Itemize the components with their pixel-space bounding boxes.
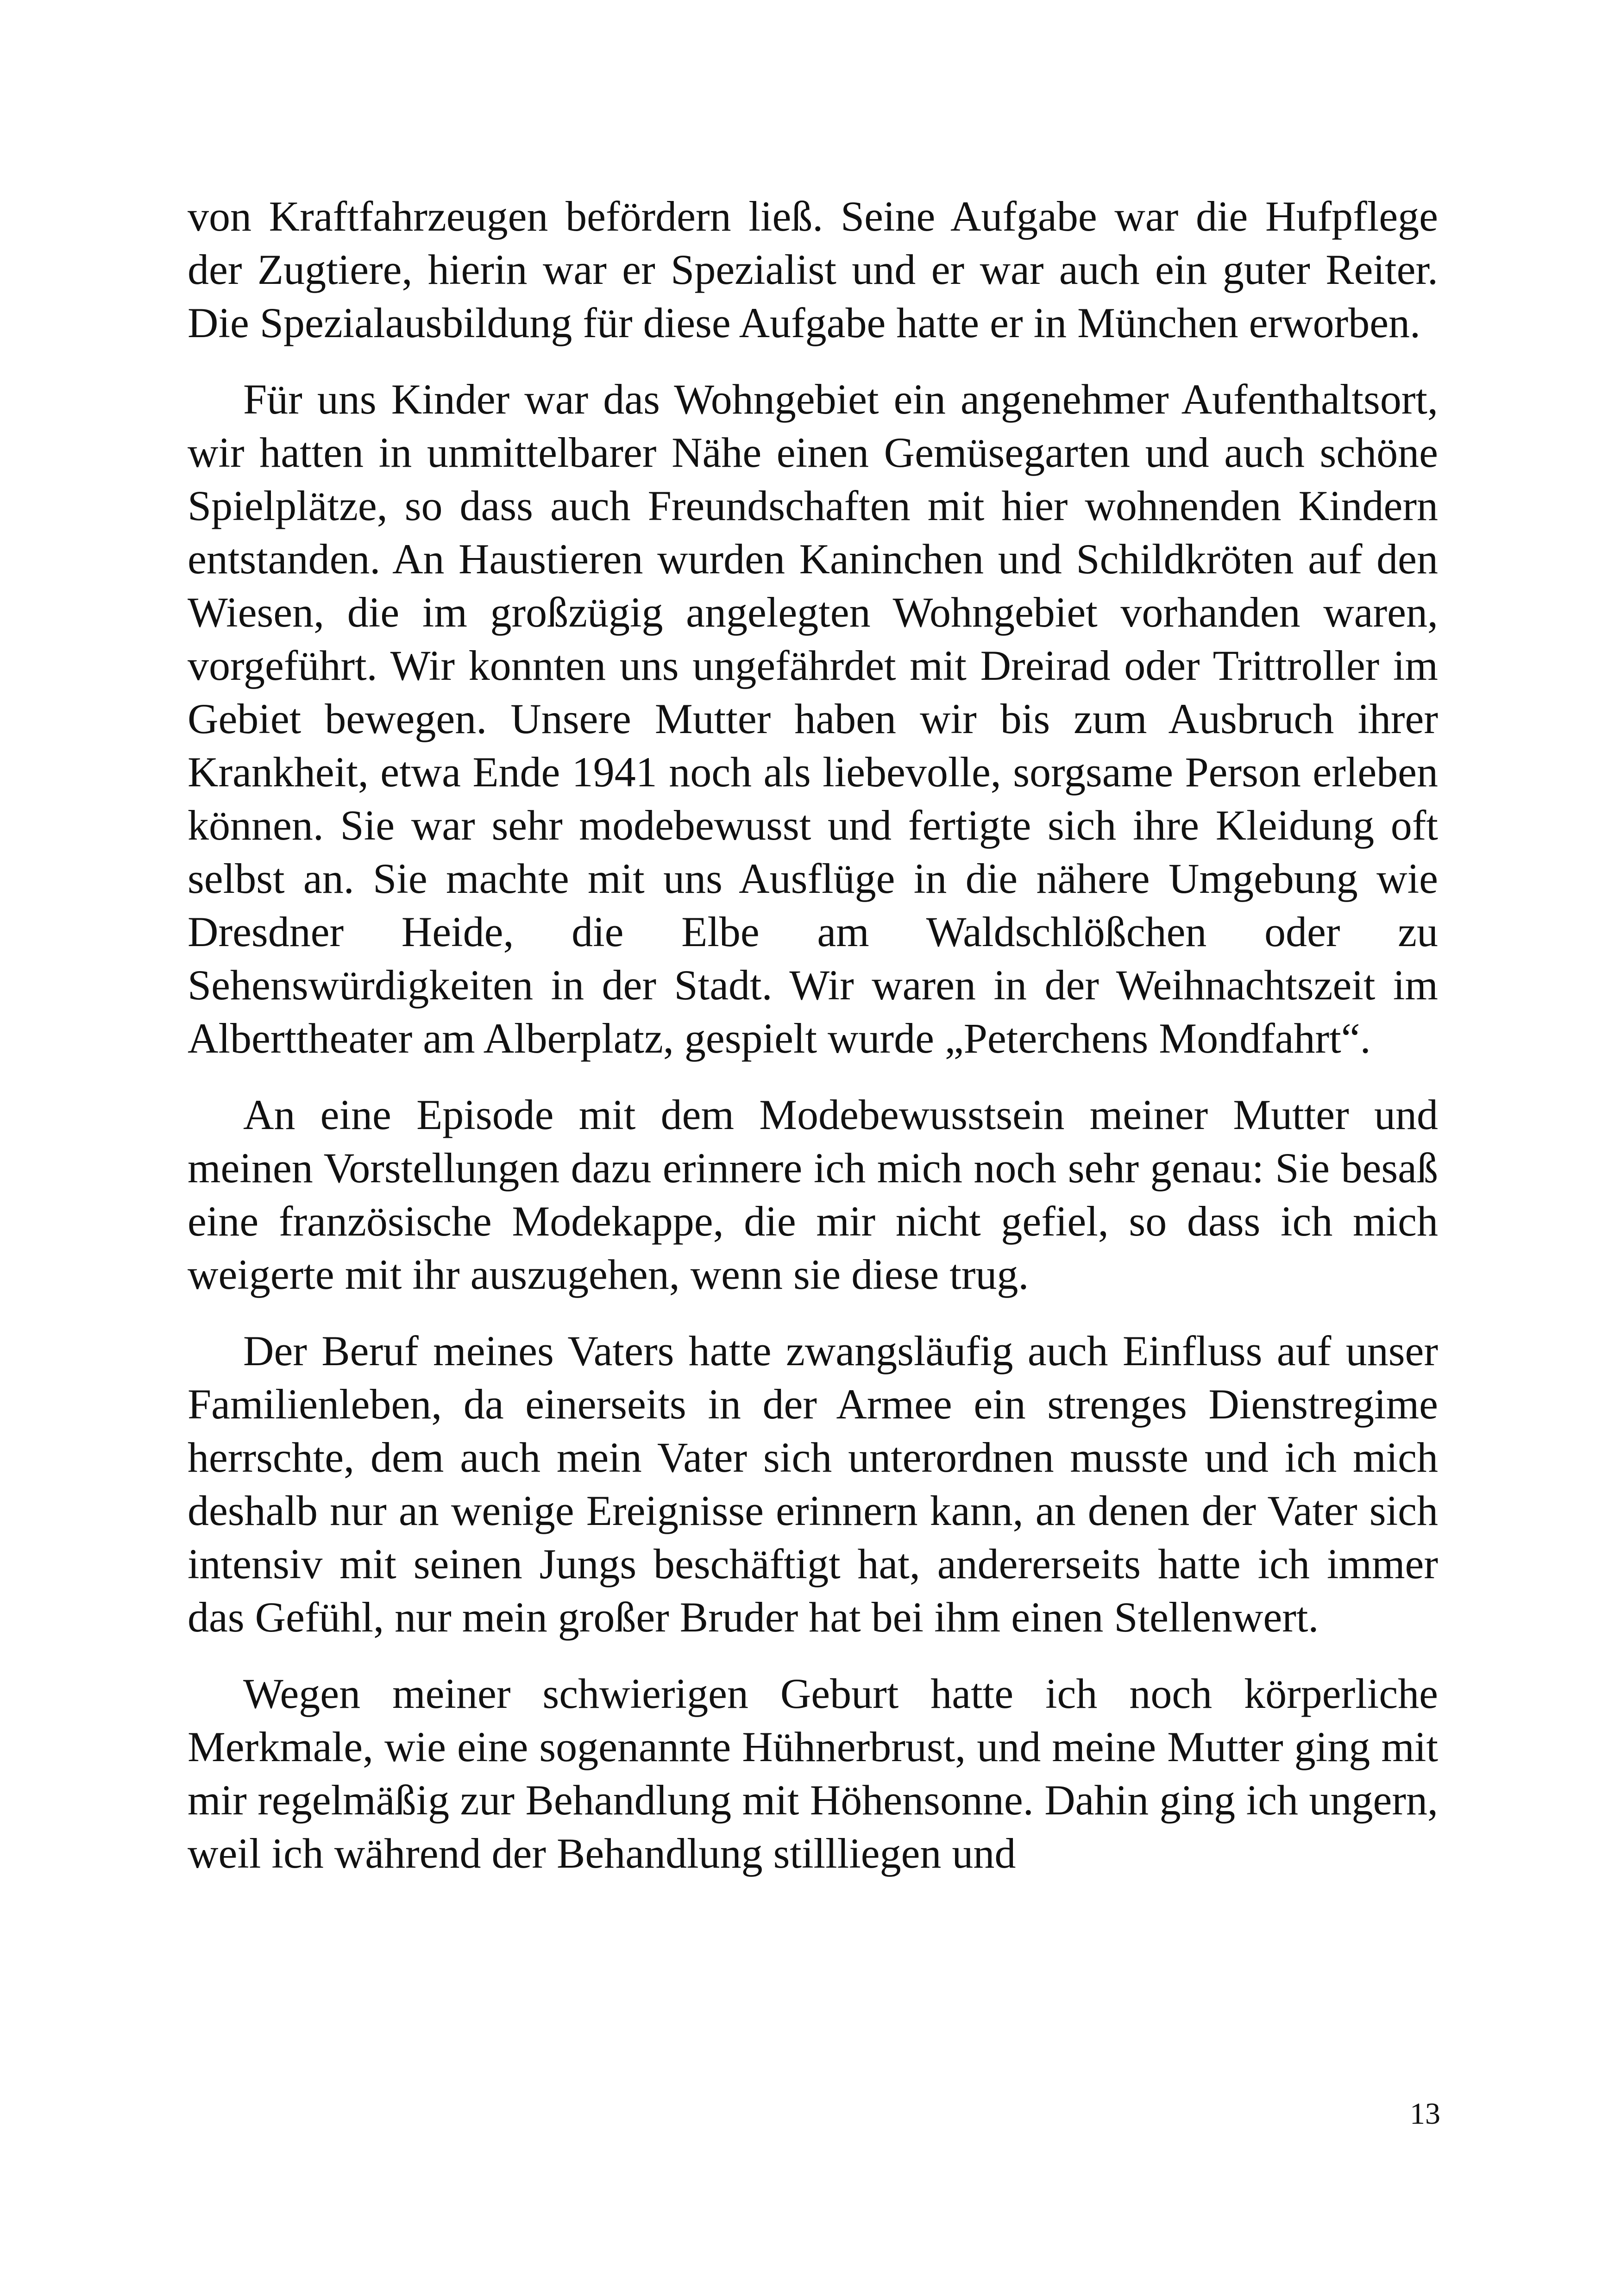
paragraph-3: An eine Episode mit dem Modebewusstsein meiner Mutter und meinen Vorstellungen dazu erinnere ich mich noch sehr genau: Sie besaß eine französische Modekappe, die mir nicht gefiel, so dass ich mich weigerte mit ihr auszugehen, wenn sie diese trug.	[188, 1091, 1438, 1298]
paragraph-4: Der Beruf meines Vaters hatte zwangsläufig auch Einfluss auf unser Familienleben, da einerseits in der Armee ein strenges Dienstregime herrschte, dem auch mein Vater sich unterordnen musste und ich mich deshalb nur an wenige Ereignisse erinnern kann, an denen der Vater sich intensiv mit seinen Jungs beschäftigt hat, andererseits hatte ich immer das Gefühl, nur mein großer Bruder hat bei ihm einen Stellenwert.	[188, 1327, 1438, 1641]
page-number: 13	[1410, 2097, 1440, 2131]
body-text	[188, 190, 1438, 1903]
paragraph-2: Für uns Kinder war das Wohngebiet ein angenehmer Aufenthaltsort, wir hatten in unmittelbarer Nähe einen Gemüsegarten und auch schöne Spielplätze, so dass auch Freundschaften mit hier wohnenden Kindern entstanden. An Haustieren wurden Kaninchen und Schildkröten auf den Wiesen, die im großzügig angelegten Wohngebiet vorhanden waren, vorgeführt. Wir konnten uns ungefährdet mit Dreirad oder Trittroller im Gebiet bewegen. Unsere Mutter haben wir bis zum Ausbruch ihrer Krankheit, etwa Ende 1941 noch als liebevolle, sorgsame Person erleben können. Sie war sehr modebewusst und fertigte sich ihre Kleidung oft selbst an. Sie machte mit uns Ausflüge in die nähere Umgebung wie Dresdner Heide, die Elbe am Waldschlößchen oder zu Sehenswürdigkeiten in der Stadt. Wir waren in der Weihnachtszeit im Alberttheater am Alberplatz, gespielt wurde „Peterchens Mondfahrt“.	[188, 376, 1438, 1062]
paragraph-5: Wegen meiner schwierigen Geburt hatte ich noch körperliche Merkmale, wie eine sogenannte Hühnerbrust, und meine Mutter ging mit mir regelmäßig zur Behandlung mit Höhensonne. Dahin ging ich ungern, weil ich während der Behandlung stillliegen und	[188, 1670, 1438, 1877]
paragraph-1: von Kraftfahrzeugen befördern ließ. Seine Aufgabe war die Hufpflege der Zugtiere, hierin war er Spezialist und er war auch ein guter Reiter. Die Spezialausbildung für diese Aufgabe hatte er in München erworben.	[188, 193, 1438, 346]
